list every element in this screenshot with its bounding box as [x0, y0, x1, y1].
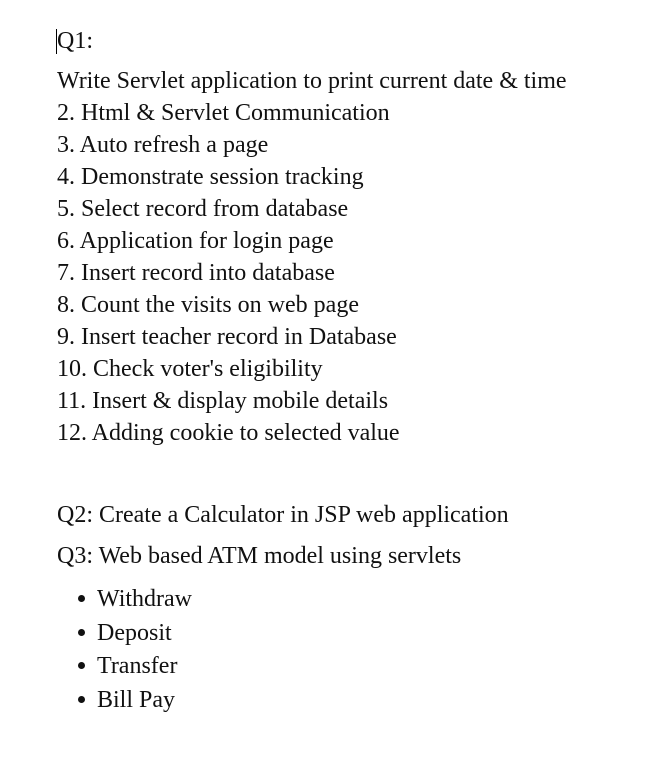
q2-text: Q2: Create a Calculator in JSP web application	[57, 502, 509, 528]
q3-bullet-label: Deposit	[97, 620, 172, 646]
q1-item: 11. Insert & display mobile details	[57, 388, 389, 414]
q1-item: 8. Count the visits on web page	[57, 292, 359, 318]
q3-bullet-item	[78, 652, 177, 680]
q1-item: 3. Auto refresh a page	[57, 132, 269, 158]
q1-item: 4. Demonstrate session tracking	[57, 164, 364, 190]
bullet-icon	[78, 696, 85, 703]
q1-heading: Q1:	[57, 28, 93, 54]
q1-item: 10. Check voter's eligibility	[57, 356, 323, 382]
q1-item: 2. Html & Servlet Communication	[57, 100, 390, 126]
q3-bullet-item	[78, 585, 192, 613]
bullet-icon	[78, 662, 85, 669]
q1-item: 12. Adding cookie to selected value	[57, 420, 400, 446]
q3-bullet-label: Withdraw	[97, 586, 193, 612]
q1-item: 6. Application for login page	[57, 228, 334, 254]
q3-text: Q3: Web based ATM model using servlets	[57, 543, 462, 569]
q3-bullet-item	[78, 619, 172, 647]
q3-bullet-item	[78, 686, 175, 714]
q1-item: 9. Insert teacher record in Database	[57, 324, 397, 350]
q3-bullet-label: Transfer	[97, 653, 178, 679]
bullet-icon	[78, 629, 85, 636]
bullet-icon	[78, 595, 85, 602]
q1-item: 7. Insert record into database	[57, 260, 335, 286]
q1-item: 5. Select record from database	[57, 196, 349, 222]
q1-first-line: Write Servlet application to print current date & time	[57, 68, 567, 94]
q3-bullet-label: Bill Pay	[97, 687, 176, 713]
